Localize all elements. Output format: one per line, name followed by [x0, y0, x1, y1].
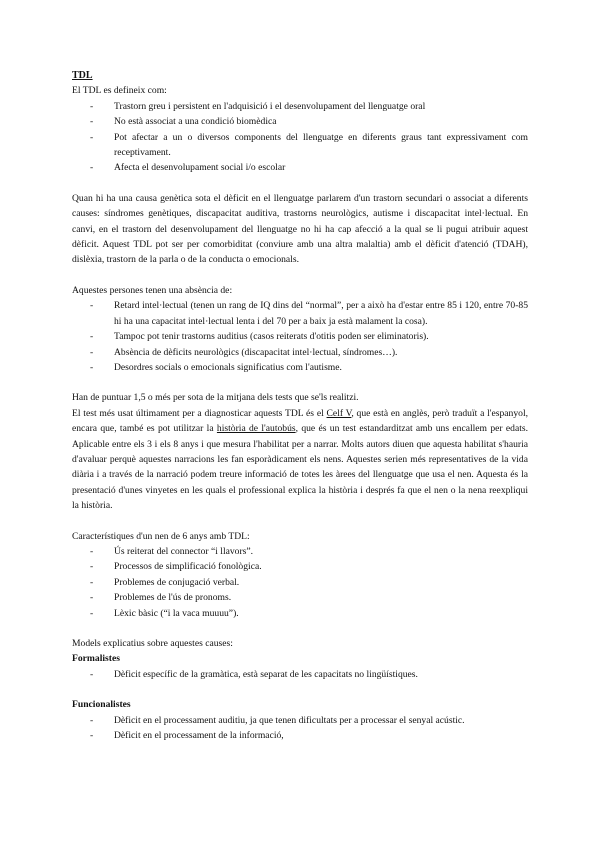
document-page	[72, 68, 528, 743]
functionalists-heading: Funcionalistes	[72, 699, 131, 711]
traits-intro: Característiques d'un nen de 6 anys amb TDL:	[72, 530, 250, 542]
test-paragraph	[72, 406, 528, 514]
absence-list	[72, 298, 528, 375]
list-item: - Afecta el desenvolupament social i/o escolar	[72, 160, 528, 175]
models-intro: Models explicatius sobre aquestes causes:	[72, 638, 233, 649]
list-item: - Dèficit en el processament auditiu, ja que tenen dificultats per a processar el senyal acústic.	[72, 713, 528, 728]
bus-story-link[interactable]: història de l'autobús	[216, 423, 296, 435]
list-item: - Tampoc pot tenir trastorns auditius (casos reiterats d'otitis poden ser eliminatoris).	[72, 329, 528, 344]
test-text: , que està en anglès, però traduït a l'espanyol, encara que, també es pot utilitzar la	[72, 407, 529, 435]
traits-list	[72, 544, 528, 621]
intro-line: El TDL es defineix com:	[72, 85, 167, 97]
list-item: - Absència de dèficits neurològics (discapacitat intel·lectual, síndromes…).	[72, 345, 528, 360]
list-item: - Ús reiterat del connector “i llavors”.	[72, 544, 528, 559]
list-item: - Pot afectar a un o diversos components del llenguatge en diferents graus tant expressivament com receptivament.	[72, 130, 528, 161]
genetic-paragraph: Quan hi ha una causa genètica sota el dèficit en el llenguatge parlarem d'un trastorn secundari o associat a diferents causes: síndromes genètiques, discapacitat auditiva, trastorns neurològics, autisme i discapacitat intel·lectual. En canvi, en el trastorn del desenvolupament del llenguatge no hi ha cap afecció a la qual se li pugui atribuir aquest dèficit. Aquest TDL pot ser per comorbiditat (conviure amb una altra malaltia) amb el dèficit d'atenció (TDAH), dislèxia, trastorn de la parla o de la conducta o emocionals.	[72, 192, 528, 266]
test-text: , que és un test estandarditzat amb uns encallem per edats. Aplicable entre els 3 i els 8 anys i que mesura l'habilitat per a narrar. Molts autors diuen que aquesta habilitat s'hauria d'avaluar perquè aquestes narracions les fan esporàdicament els nens. Aquestes serien més representatives de la vida diària i a través de la narració podem treure informació de totes les àrees del llenguatge que usa el nen. Aquesta és la presentació d'unes vinyetes en les quals el professional explica la història i després fa que el nen o la nena reexpliqui la història.	[72, 423, 529, 512]
celf-link[interactable]: Celf V	[326, 407, 352, 419]
section-title: TDL	[72, 70, 93, 81]
list-item: - Problemes de conjugació verbal.	[72, 575, 528, 590]
list-item: - Processos de simplificació fonològica.	[72, 559, 528, 574]
definition-list	[72, 99, 528, 176]
list-item: - Retard intel·lectual (tenen un rang de IQ dins del “normal”, per a això ha d'estar entre 85 i 120, entre 70-85 hi ha una capacitat intel·lectual lenta i del 70 per a baix ja està malament la cosa).	[72, 298, 528, 329]
list-item: - Lèxic bàsic (“i la vaca muuuu”).	[72, 606, 528, 621]
list-item: - Trastorn greu i persistent en l'adquisició i el desenvolupament del llenguatge oral	[72, 99, 528, 114]
test-text: El test més usat últimament per a diagnosticar aquests TDL és el	[72, 407, 327, 419]
functionalists-list	[72, 713, 528, 744]
absence-intro: Aquestes persones tenen una absència de:	[72, 284, 233, 296]
formalists-list	[72, 667, 528, 682]
list-item: - Desordres socials o emocionals significatius com l'autisme.	[72, 360, 528, 375]
list-item: - No està associat a una condició biomèdica	[72, 114, 528, 129]
score-line: Han de puntuar 1,5 o més per sota de la mitjana dels tests que se'ls realitzi.	[72, 392, 359, 404]
list-item: - Dèficit específic de la gramàtica, està separat de les capacitats no lingüístiques.	[72, 667, 528, 682]
list-item: - Dèficit en el processament de la informació,	[72, 728, 528, 743]
list-item: - Problemes de l'ús de pronoms.	[72, 590, 528, 605]
formalists-heading: Formalistes	[72, 653, 120, 665]
